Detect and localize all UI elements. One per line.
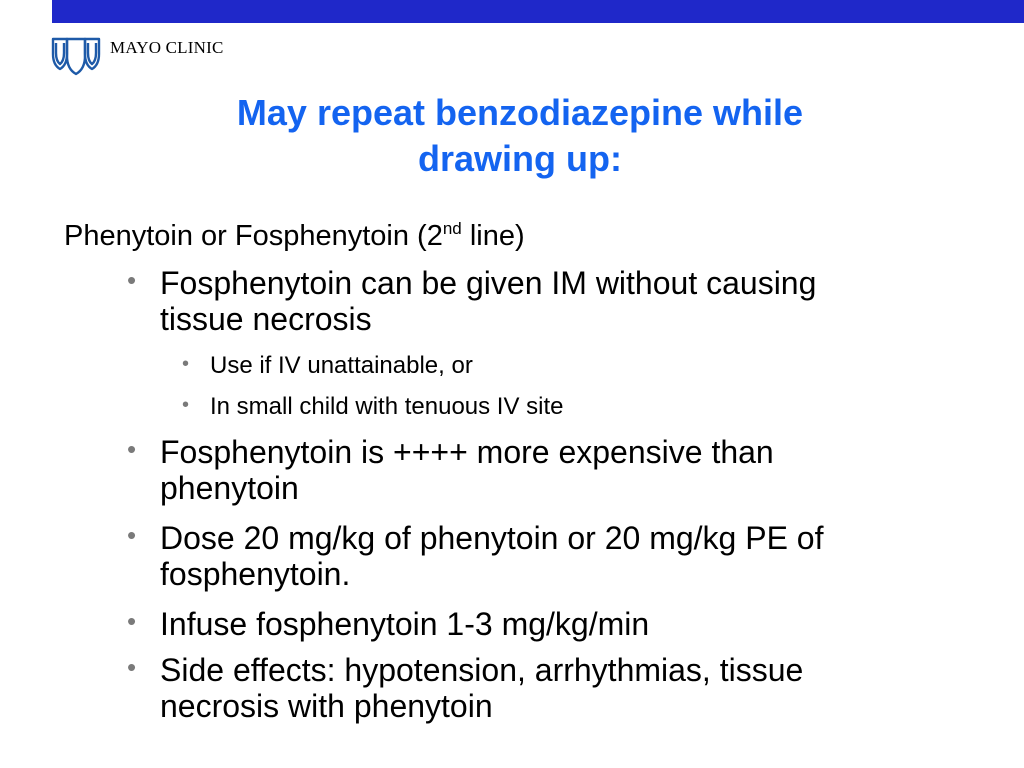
slide-title: [140, 90, 900, 182]
sub-bullet-text: Use if IV unattainable, or: [210, 352, 473, 379]
bullet-text: Side effects: hypotension, arrhythmias, tissue necrosis with phenytoin: [160, 652, 804, 724]
mayo-clinic-logo-icon: [50, 34, 102, 76]
bullet-dot-icon: •: [127, 652, 137, 682]
bullet-text: Fosphenytoin can be given IM without causing tissue necrosis: [160, 265, 817, 337]
lead-suffix: line): [461, 220, 525, 252]
brand-name: MAYO CLINIC: [110, 38, 224, 57]
bullet-text: Infuse fosphenytoin 1-3 mg/kg/min: [160, 606, 650, 642]
bullet-item: [127, 265, 900, 337]
bullet-dot-icon: •: [127, 265, 137, 295]
bullet-dot-icon: •: [127, 434, 137, 464]
sub-bullet-dot-icon: •: [182, 394, 190, 416]
bullet-item: [127, 434, 900, 506]
sub-bullet-dot-icon: •: [182, 353, 190, 375]
brand-header: [50, 34, 224, 76]
lead-superscript: nd: [442, 219, 462, 238]
slide-title-line-1: May repeat benzodiazepine while: [236, 92, 804, 133]
lead-line: [64, 218, 525, 258]
bullet-text: Dose 20 mg/kg of phenytoin or 20 mg/kg PE of fosphenytoin.: [160, 520, 824, 592]
bullet-item: [127, 520, 900, 592]
bullet-item: [127, 652, 900, 724]
bullet-text: Fosphenytoin is ++++ more expensive than phenytoin: [160, 434, 774, 506]
sub-bullet-text: In small child with tenuous IV site: [210, 393, 564, 420]
lead-text: Phenytoin or Fosphenytoin (2: [64, 220, 443, 252]
bullet-item: [127, 606, 900, 642]
bullet-dot-icon: •: [127, 520, 137, 550]
top-banner-bar: [52, 0, 1024, 23]
sub-bullet-item: [182, 392, 890, 422]
bullet-dot-icon: •: [127, 606, 137, 636]
sub-bullet-item: [182, 351, 890, 381]
slide-title-line-2: drawing up:: [418, 138, 622, 179]
